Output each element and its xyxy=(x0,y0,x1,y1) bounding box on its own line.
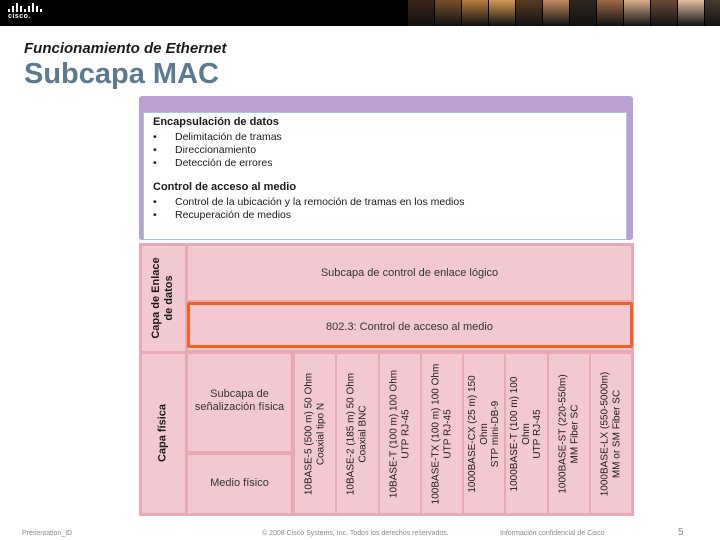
mac-highlight-frame xyxy=(187,302,633,348)
header-photo xyxy=(570,0,596,26)
cisco-logo xyxy=(8,3,42,23)
header-photo xyxy=(678,0,704,26)
list-item: • Control de la ubicación y la remoción de tramas en los medios xyxy=(153,196,465,208)
footer-presentation-id: Presentation_ID xyxy=(22,530,73,537)
standard-label: 10BASE-2 (185 m) 50 Ohm Coaxial BNC xyxy=(345,372,369,495)
standard-column xyxy=(549,354,589,513)
header-photo xyxy=(489,0,515,26)
standard-label: 100BASE-TX (100 m) 100 Ohm UTP RJ-45 xyxy=(430,363,453,504)
list-item: • Detección de errores xyxy=(153,157,273,169)
cisco-bars-icon xyxy=(8,3,42,12)
standard-label: 1000BASE-T (100 m) 100 Ohm UTP RJ-45 xyxy=(509,376,544,491)
header-photo xyxy=(516,0,542,26)
standard-column xyxy=(591,354,631,513)
access-control-title: Control de acceso al medio xyxy=(153,181,297,193)
list-item: • Recuperación de medios xyxy=(153,209,292,221)
signaling-sublayer-label: Subcapa de señalización física xyxy=(194,388,285,413)
functions-box xyxy=(139,96,633,240)
signaling-sublayer-cell xyxy=(188,354,291,451)
encapsulation-title: Encapsulación de datos xyxy=(153,116,279,128)
physical-layer-cell xyxy=(142,354,185,513)
standard-label: 1000BASE-CX (25 m) 150 Ohm STP mini-DB-9 xyxy=(466,374,501,493)
header-photo xyxy=(543,0,569,26)
page-subtitle: Funcionamiento de Ethernet xyxy=(24,40,227,57)
layer-table xyxy=(139,243,634,516)
header-photo xyxy=(462,0,488,26)
standard-column xyxy=(380,354,420,513)
footer-confidential: Información confidencial de Cisco xyxy=(500,530,605,537)
physical-medium-cell xyxy=(188,455,291,513)
standard-label: 10BASE-5 (500 m) 50 Ohm Coaxial tipo N xyxy=(303,372,327,495)
header-photo xyxy=(408,0,434,26)
header-photo xyxy=(624,0,650,26)
logo-text: cisco. xyxy=(8,13,31,20)
standard-label: 1000BASE-LX (550-5000m) MM or SM Fiber SC xyxy=(599,371,622,496)
standard-column xyxy=(337,354,377,513)
functions-box-inner xyxy=(143,112,627,240)
standard-label: 10BASE-T (100 m) 100 Ohm UTP RJ-45 xyxy=(388,369,411,498)
footer-copyright: © 2008 Cisco Systems, Inc. Todos los derechos reservados. xyxy=(262,530,449,537)
standard-label: 1000BASE-ST (220-550m) MM Fiber SC xyxy=(557,373,580,494)
list-item: • Delimitación de tramas xyxy=(153,131,282,143)
standard-column xyxy=(506,354,546,513)
footer-page-number: 5 xyxy=(678,527,684,538)
mac-sublayer-label: 802.3: Control de acceso al medio xyxy=(326,321,493,333)
header-photo xyxy=(435,0,461,26)
physical-medium-label: Medio físico xyxy=(210,477,269,489)
llc-sublayer-cell xyxy=(188,246,631,300)
header-photo xyxy=(651,0,677,26)
standard-column xyxy=(464,354,504,513)
data-link-layer-label: Capa de Enlace de datos xyxy=(150,257,175,339)
data-link-layer-cell xyxy=(142,246,185,351)
standard-column xyxy=(295,354,335,513)
physical-layer-label: Capa física xyxy=(156,403,169,463)
header-photo xyxy=(705,0,720,26)
llc-sublayer-label: Subcapa de control de enlace lógico xyxy=(320,267,499,279)
list-item: • Direccionamiento xyxy=(153,144,257,156)
standard-column xyxy=(422,354,462,513)
top-banner xyxy=(0,0,720,26)
page-title: Subcapa MAC xyxy=(24,58,219,90)
header-photo xyxy=(597,0,623,26)
